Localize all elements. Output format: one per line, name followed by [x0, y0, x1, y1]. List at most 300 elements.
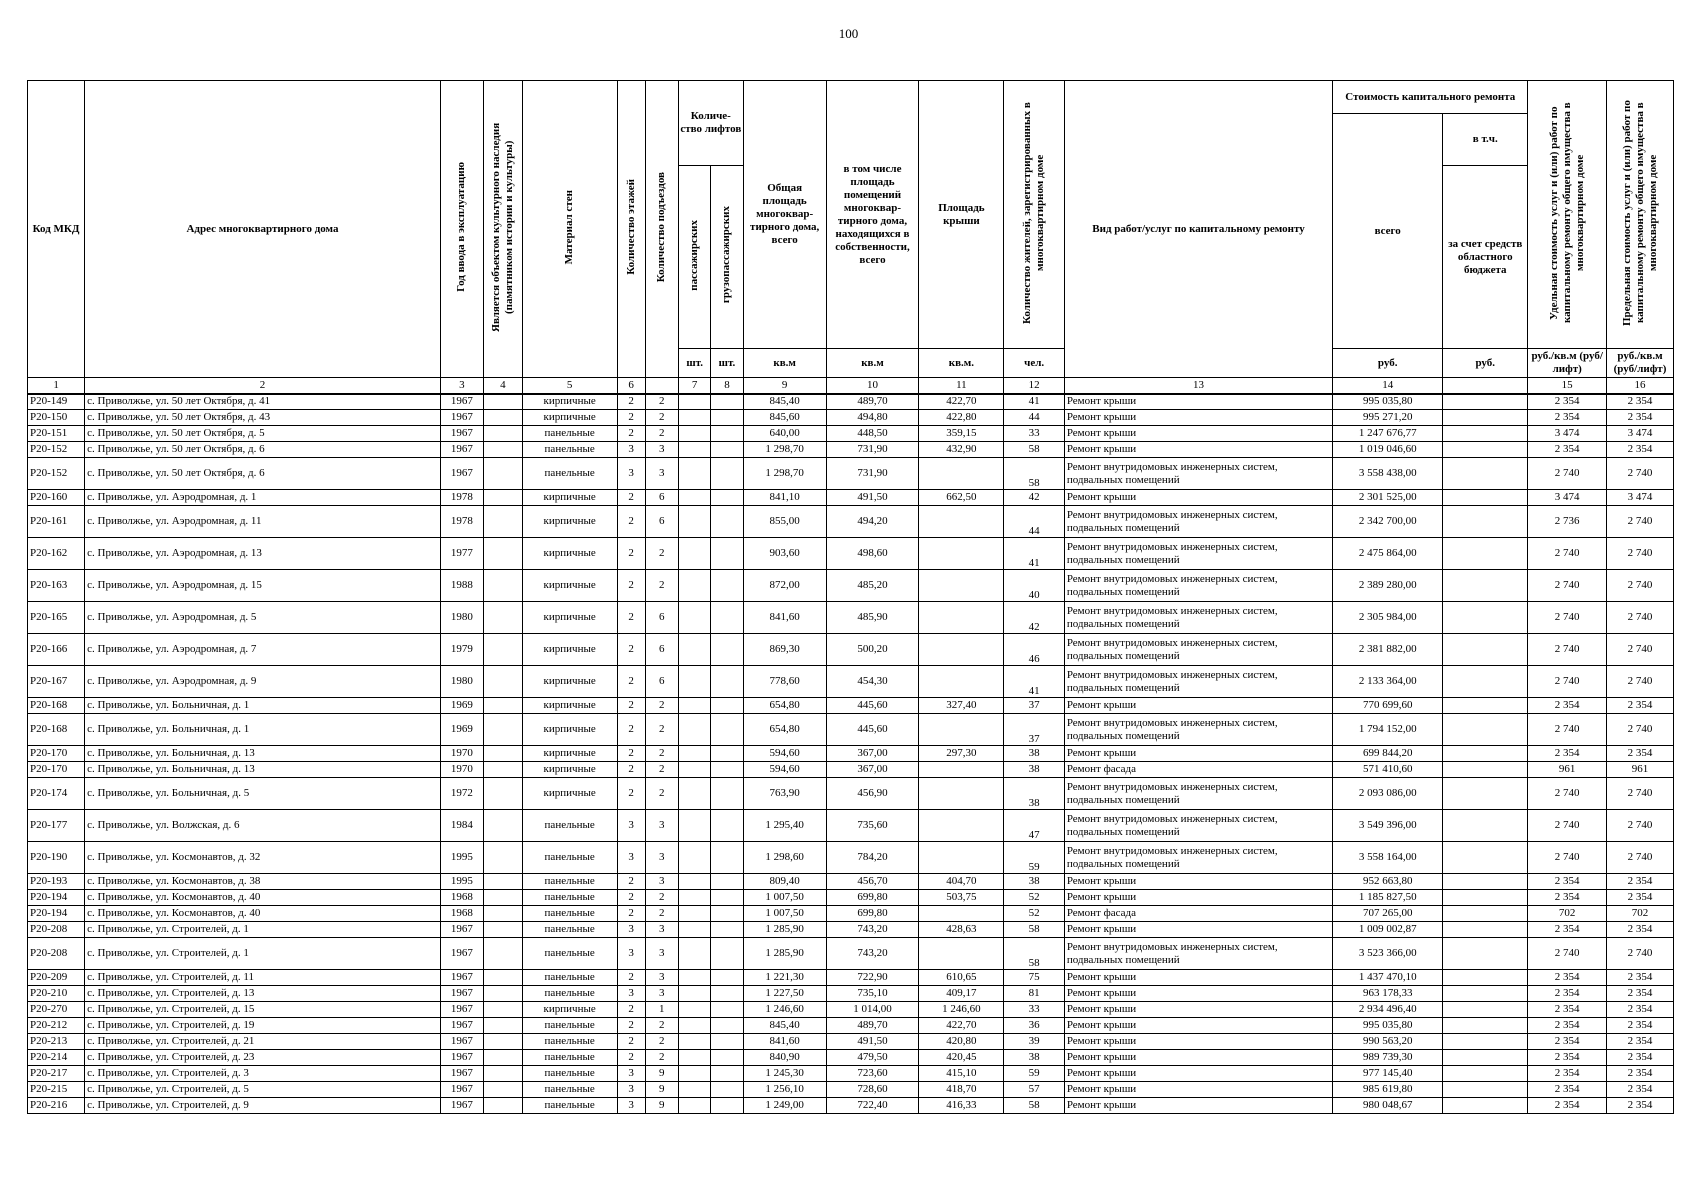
cell-max-cost: 2 740 — [1607, 506, 1674, 538]
cell-cost-total: 1 437 470,10 — [1333, 970, 1443, 986]
cell-floors: 2 — [617, 538, 645, 570]
cell-floors: 3 — [617, 442, 645, 458]
cell-owned-area: 454,30 — [826, 666, 919, 698]
cell-lifts-pass — [679, 1098, 711, 1114]
cell-max-cost: 2 354 — [1607, 410, 1674, 426]
cell-owned-area: 456,90 — [826, 778, 919, 810]
cell-cost-regional — [1443, 1002, 1528, 1018]
header-cost-total: всего — [1333, 114, 1443, 349]
cell-address: с. Приволжье, ул. Больничная, д. 1 — [85, 698, 441, 714]
cell-material: кирпичные — [522, 634, 617, 666]
cell-heritage — [483, 538, 522, 570]
cell-roof-area: 297,30 — [919, 746, 1004, 762]
cell-cost-total: 990 563,20 — [1333, 1034, 1443, 1050]
cell-max-cost: 2 354 — [1607, 890, 1674, 906]
cell-material: панельные — [522, 874, 617, 890]
cell-lifts-pass — [679, 762, 711, 778]
cell-owned-area: 445,60 — [826, 714, 919, 746]
cell-roof-area: 420,80 — [919, 1034, 1004, 1050]
cell-floors: 2 — [617, 1034, 645, 1050]
cell-work-type: Ремонт крыши — [1064, 922, 1332, 938]
cell-address: с. Приволжье, ул. Больничная, д. 5 — [85, 778, 441, 810]
cell-material: панельные — [522, 986, 617, 1002]
cell-lifts-pass — [679, 842, 711, 874]
cell-roof-area — [919, 906, 1004, 922]
header-cost-regional: за счет средств областного бюджета — [1443, 166, 1528, 349]
table-row — [28, 842, 1674, 874]
cell-owned-area: 485,20 — [826, 570, 919, 602]
cell-cost-regional — [1443, 442, 1528, 458]
cell-entrances: 6 — [645, 506, 678, 538]
cell-year: 1968 — [440, 890, 483, 906]
cell-total-area: 841,60 — [743, 1034, 826, 1050]
cell-entrances: 2 — [645, 410, 678, 426]
cell-cost-total: 1 009 002,87 — [1333, 922, 1443, 938]
cell-total-area: 845,40 — [743, 394, 826, 410]
cell-year: 1984 — [440, 810, 483, 842]
cell-lifts-cargo — [711, 746, 743, 762]
cell-work-type: Ремонт внутридомовых инженерных систем, подвальных помещений — [1064, 666, 1332, 698]
cell-max-cost: 702 — [1607, 906, 1674, 922]
cell-code: P20-212 — [28, 1018, 85, 1034]
table-row — [28, 1098, 1674, 1114]
cell-address: с. Приволжье, ул. Аэродромная, д. 9 — [85, 666, 441, 698]
cell-roof-area: 610,65 — [919, 970, 1004, 986]
cell-entrances: 3 — [645, 810, 678, 842]
cell-residents: 44 — [1004, 506, 1064, 538]
cell-heritage — [483, 746, 522, 762]
header-cost: Стоимость капитального ремонта — [1333, 81, 1528, 114]
cell-work-type: Ремонт крыши — [1064, 394, 1332, 410]
cell-lifts-pass — [679, 1018, 711, 1034]
cell-total-area: 1 298,70 — [743, 442, 826, 458]
cell-unit-cost: 2 740 — [1528, 714, 1607, 746]
cell-material: панельные — [522, 1066, 617, 1082]
cell-residents: 46 — [1004, 634, 1064, 666]
column-number: 10 — [826, 378, 919, 394]
table-row — [28, 1050, 1674, 1066]
cell-year: 1967 — [440, 442, 483, 458]
cell-unit-cost: 2 354 — [1528, 890, 1607, 906]
cell-code: P20-160 — [28, 490, 85, 506]
cell-heritage — [483, 458, 522, 490]
cell-year: 1967 — [440, 426, 483, 442]
cell-residents: 59 — [1004, 1066, 1064, 1082]
cell-roof-area: 422,80 — [919, 410, 1004, 426]
cell-max-cost: 2 740 — [1607, 714, 1674, 746]
cell-address: с. Приволжье, ул. Аэродромная, д. 15 — [85, 570, 441, 602]
cell-year: 1967 — [440, 1082, 483, 1098]
cell-unit-cost: 2 740 — [1528, 538, 1607, 570]
cell-year: 1995 — [440, 874, 483, 890]
cell-lifts-cargo — [711, 938, 743, 970]
cell-address: с. Приволжье, ул. 50 лет Октября, д. 6 — [85, 458, 441, 490]
cell-entrances: 3 — [645, 938, 678, 970]
cell-unit-cost: 2 354 — [1528, 394, 1607, 410]
cell-heritage — [483, 602, 522, 634]
cell-lifts-cargo — [711, 970, 743, 986]
cell-owned-area: 448,50 — [826, 426, 919, 442]
cell-cost-total: 952 663,80 — [1333, 874, 1443, 890]
cell-work-type: Ремонт внутридомовых инженерных систем, подвальных помещений — [1064, 506, 1332, 538]
cell-work-type: Ремонт крыши — [1064, 970, 1332, 986]
cell-entrances: 3 — [645, 874, 678, 890]
cell-lifts-cargo — [711, 762, 743, 778]
cell-max-cost: 2 354 — [1607, 986, 1674, 1002]
cell-material: кирпичные — [522, 570, 617, 602]
cell-year: 1979 — [440, 634, 483, 666]
table-row — [28, 1082, 1674, 1098]
header-residents: Количество жителей, зарегистрированных в многоквартирном доме — [1004, 81, 1064, 349]
cell-unit-cost: 2 354 — [1528, 1002, 1607, 1018]
cell-cost-total: 2 381 882,00 — [1333, 634, 1443, 666]
cell-address: с. Приволжье, ул. Волжская, д. 6 — [85, 810, 441, 842]
cell-lifts-pass — [679, 1002, 711, 1018]
column-number: 3 — [440, 378, 483, 394]
cell-cost-total: 2 305 984,00 — [1333, 602, 1443, 634]
cell-heritage — [483, 778, 522, 810]
cell-owned-area: 367,00 — [826, 746, 919, 762]
header-total-area: Общая площадь многоквар-тирного дома, всего — [743, 81, 826, 349]
cell-roof-area — [919, 842, 1004, 874]
cell-max-cost: 2 354 — [1607, 1082, 1674, 1098]
cell-year: 1969 — [440, 714, 483, 746]
cell-code: P20-194 — [28, 890, 85, 906]
cell-max-cost: 2 354 — [1607, 1034, 1674, 1050]
header-year: Год ввода в эксплуатацию — [440, 81, 483, 378]
cell-code: P20-214 — [28, 1050, 85, 1066]
cell-lifts-cargo — [711, 1082, 743, 1098]
cell-code: P20-215 — [28, 1082, 85, 1098]
column-number: 8 — [711, 378, 743, 394]
cell-floors: 2 — [617, 602, 645, 634]
cell-material: панельные — [522, 922, 617, 938]
cell-work-type: Ремонт внутридомовых инженерных систем, подвальных помещений — [1064, 938, 1332, 970]
cell-cost-total: 3 549 396,00 — [1333, 810, 1443, 842]
cell-address: с. Приволжье, ул. Строителей, д. 13 — [85, 986, 441, 1002]
cell-residents: 81 — [1004, 986, 1064, 1002]
cell-address: с. Приволжье, ул. 50 лет Октября, д. 6 — [85, 442, 441, 458]
cell-floors: 2 — [617, 970, 645, 986]
cell-heritage — [483, 922, 522, 938]
cell-total-area: 841,60 — [743, 602, 826, 634]
table-row — [28, 538, 1674, 570]
header-material: Материал стен — [522, 81, 617, 378]
table-row — [28, 938, 1674, 970]
column-number: 11 — [919, 378, 1004, 394]
cell-residents: 40 — [1004, 570, 1064, 602]
cell-cost-total: 2 342 700,00 — [1333, 506, 1443, 538]
cell-lifts-cargo — [711, 1002, 743, 1018]
cell-cost-total: 3 558 438,00 — [1333, 458, 1443, 490]
cell-roof-area: 662,50 — [919, 490, 1004, 506]
cell-lifts-pass — [679, 490, 711, 506]
cell-heritage — [483, 394, 522, 410]
cell-max-cost: 2 354 — [1607, 970, 1674, 986]
cell-total-area: 872,00 — [743, 570, 826, 602]
cell-roof-area: 404,70 — [919, 874, 1004, 890]
cell-heritage — [483, 1098, 522, 1114]
cell-cost-total: 2 301 525,00 — [1333, 490, 1443, 506]
cell-residents: 52 — [1004, 906, 1064, 922]
cell-owned-area: 699,80 — [826, 890, 919, 906]
cell-residents: 58 — [1004, 458, 1064, 490]
cell-floors: 2 — [617, 394, 645, 410]
cell-heritage — [483, 1082, 522, 1098]
cell-year: 1978 — [440, 490, 483, 506]
cell-roof-area — [919, 810, 1004, 842]
cell-heritage — [483, 698, 522, 714]
cell-code: P20-161 — [28, 506, 85, 538]
column-number: 15 — [1528, 378, 1607, 394]
unit-lifts-pass: шт. — [679, 349, 711, 378]
cell-work-type: Ремонт крыши — [1064, 986, 1332, 1002]
cell-year: 1967 — [440, 1034, 483, 1050]
cell-address: с. Приволжье, ул. Аэродромная, д. 11 — [85, 506, 441, 538]
cell-work-type: Ремонт фасада — [1064, 762, 1332, 778]
cell-entrances: 2 — [645, 906, 678, 922]
cell-floors: 2 — [617, 778, 645, 810]
cell-year: 1967 — [440, 410, 483, 426]
cell-work-type: Ремонт крыши — [1064, 426, 1332, 442]
cell-max-cost: 2 740 — [1607, 458, 1674, 490]
cell-cost-regional — [1443, 570, 1528, 602]
cell-lifts-cargo — [711, 570, 743, 602]
cell-total-area: 1 245,30 — [743, 1066, 826, 1082]
cell-max-cost: 2 354 — [1607, 746, 1674, 762]
cell-heritage — [483, 1034, 522, 1050]
cell-total-area: 841,10 — [743, 490, 826, 506]
cell-lifts-cargo — [711, 426, 743, 442]
cell-residents: 58 — [1004, 938, 1064, 970]
cell-lifts-cargo — [711, 410, 743, 426]
table-row — [28, 426, 1674, 442]
cell-owned-area: 728,60 — [826, 1082, 919, 1098]
cell-address: с. Приволжье, ул. Аэродромная, д. 7 — [85, 634, 441, 666]
cell-roof-area: 409,17 — [919, 986, 1004, 1002]
cell-code: P20-213 — [28, 1034, 85, 1050]
cell-total-area: 1 227,50 — [743, 986, 826, 1002]
cell-year: 1972 — [440, 778, 483, 810]
cell-residents: 33 — [1004, 426, 1064, 442]
cell-entrances: 3 — [645, 986, 678, 1002]
cell-roof-area: 418,70 — [919, 1082, 1004, 1098]
cell-max-cost: 2 740 — [1607, 634, 1674, 666]
cell-heritage — [483, 906, 522, 922]
cell-owned-area: 500,20 — [826, 634, 919, 666]
cell-entrances: 6 — [645, 634, 678, 666]
cell-cost-total: 1 247 676,77 — [1333, 426, 1443, 442]
column-number: 2 — [85, 378, 441, 394]
cell-address: с. Приволжье, ул. Строителей, д. 19 — [85, 1018, 441, 1034]
cell-cost-total: 995 035,80 — [1333, 1018, 1443, 1034]
cell-lifts-cargo — [711, 906, 743, 922]
cell-year: 1967 — [440, 938, 483, 970]
cell-year: 1967 — [440, 1050, 483, 1066]
cell-owned-area: 731,90 — [826, 442, 919, 458]
cell-work-type: Ремонт внутридомовых инженерных систем, подвальных помещений — [1064, 634, 1332, 666]
cell-floors: 2 — [617, 634, 645, 666]
cell-lifts-pass — [679, 890, 711, 906]
cell-floors: 3 — [617, 986, 645, 1002]
cell-roof-area: 428,63 — [919, 922, 1004, 938]
cell-residents: 58 — [1004, 922, 1064, 938]
cell-lifts-cargo — [711, 666, 743, 698]
cell-residents: 41 — [1004, 394, 1064, 410]
cell-lifts-pass — [679, 394, 711, 410]
cell-address: с. Приволжье, ул. 50 лет Октября, д. 41 — [85, 394, 441, 410]
cell-work-type: Ремонт крыши — [1064, 442, 1332, 458]
cell-material: кирпичные — [522, 698, 617, 714]
cell-year: 1967 — [440, 1066, 483, 1082]
cell-heritage — [483, 874, 522, 890]
cell-floors: 2 — [617, 490, 645, 506]
cell-work-type: Ремонт крыши — [1064, 746, 1332, 762]
cell-cost-total: 1 019 046,60 — [1333, 442, 1443, 458]
cell-work-type: Ремонт крыши — [1064, 1082, 1332, 1098]
cell-entrances: 6 — [645, 602, 678, 634]
cell-unit-cost: 2 740 — [1528, 602, 1607, 634]
cell-material: панельные — [522, 938, 617, 970]
cell-heritage — [483, 570, 522, 602]
cell-unit-cost: 2 354 — [1528, 922, 1607, 938]
cell-lifts-cargo — [711, 986, 743, 1002]
cell-roof-area: 359,15 — [919, 426, 1004, 442]
cell-owned-area: 699,80 — [826, 906, 919, 922]
column-number: 9 — [743, 378, 826, 394]
cell-cost-regional — [1443, 410, 1528, 426]
cell-owned-area: 445,60 — [826, 698, 919, 714]
cell-heritage — [483, 442, 522, 458]
table-body — [28, 394, 1674, 1114]
cell-floors: 2 — [617, 570, 645, 602]
cell-residents: 38 — [1004, 746, 1064, 762]
cell-work-type: Ремонт крыши — [1064, 1034, 1332, 1050]
cell-heritage — [483, 842, 522, 874]
cell-entrances: 2 — [645, 698, 678, 714]
cell-work-type: Ремонт внутридомовых инженерных систем, подвальных помещений — [1064, 778, 1332, 810]
cell-address: с. Приволжье, ул. 50 лет Октября, д. 43 — [85, 410, 441, 426]
cell-lifts-pass — [679, 778, 711, 810]
cell-owned-area: 784,20 — [826, 842, 919, 874]
cell-roof-area — [919, 666, 1004, 698]
cell-total-area: 763,90 — [743, 778, 826, 810]
cell-entrances: 1 — [645, 1002, 678, 1018]
cell-work-type: Ремонт внутридомовых инженерных систем, подвальных помещений — [1064, 714, 1332, 746]
cell-unit-cost: 2 354 — [1528, 698, 1607, 714]
cell-cost-total: 963 178,33 — [1333, 986, 1443, 1002]
unit-unit-cost: руб./кв.м (руб/лифт) — [1528, 349, 1607, 378]
table-row — [28, 634, 1674, 666]
cell-lifts-pass — [679, 714, 711, 746]
cell-year: 1967 — [440, 970, 483, 986]
cell-work-type: Ремонт фасада — [1064, 906, 1332, 922]
cell-material: панельные — [522, 458, 617, 490]
cell-code: P20-210 — [28, 986, 85, 1002]
cell-roof-area: 416,33 — [919, 1098, 1004, 1114]
column-number — [1443, 378, 1528, 394]
cell-lifts-cargo — [711, 810, 743, 842]
cell-heritage — [483, 714, 522, 746]
cell-cost-total: 3 558 164,00 — [1333, 842, 1443, 874]
cell-lifts-pass — [679, 1082, 711, 1098]
cell-cost-total: 707 265,00 — [1333, 906, 1443, 922]
table-row — [28, 394, 1674, 410]
table-row — [28, 506, 1674, 538]
cell-heritage — [483, 1002, 522, 1018]
cell-material: панельные — [522, 1050, 617, 1066]
table-row — [28, 1066, 1674, 1082]
cell-unit-cost: 2 354 — [1528, 442, 1607, 458]
cell-max-cost: 2 354 — [1607, 442, 1674, 458]
cell-total-area: 1 249,00 — [743, 1098, 826, 1114]
capital-repair-table — [27, 80, 1674, 1114]
header-code: Код МКД — [28, 81, 85, 378]
cell-cost-regional — [1443, 490, 1528, 506]
cell-lifts-pass — [679, 410, 711, 426]
cell-year: 1970 — [440, 746, 483, 762]
cell-floors: 2 — [617, 762, 645, 778]
cell-cost-total: 1 185 827,50 — [1333, 890, 1443, 906]
cell-cost-regional — [1443, 698, 1528, 714]
cell-max-cost: 2 354 — [1607, 1066, 1674, 1082]
cell-roof-area: 422,70 — [919, 394, 1004, 410]
cell-address: с. Приволжье, ул. Больничная, д. 1 — [85, 714, 441, 746]
cell-material: кирпичные — [522, 394, 617, 410]
cell-owned-area: 735,60 — [826, 810, 919, 842]
table-row — [28, 810, 1674, 842]
cell-year: 1980 — [440, 602, 483, 634]
cell-entrances: 9 — [645, 1066, 678, 1082]
cell-cost-regional — [1443, 394, 1528, 410]
cell-address: с. Приволжье, ул. Аэродромная, д. 5 — [85, 602, 441, 634]
cell-cost-regional — [1443, 538, 1528, 570]
cell-unit-cost: 2 740 — [1528, 778, 1607, 810]
cell-owned-area: 494,80 — [826, 410, 919, 426]
header-entrances: Количество подъездов — [645, 81, 678, 378]
cell-material: кирпичные — [522, 410, 617, 426]
cell-floors: 2 — [617, 698, 645, 714]
cell-work-type: Ремонт внутридомовых инженерных систем, подвальных помещений — [1064, 458, 1332, 490]
table-row — [28, 458, 1674, 490]
header-cost-incl: в т.ч. — [1443, 114, 1528, 166]
cell-material: кирпичные — [522, 490, 617, 506]
cell-cost-regional — [1443, 458, 1528, 490]
cell-lifts-cargo — [711, 1050, 743, 1066]
table-row — [28, 746, 1674, 762]
cell-lifts-pass — [679, 538, 711, 570]
cell-code: P20-168 — [28, 698, 85, 714]
cell-roof-area — [919, 538, 1004, 570]
header-roof-area: Площадь крыши — [919, 81, 1004, 349]
cell-material: панельные — [522, 810, 617, 842]
cell-unit-cost: 2 740 — [1528, 570, 1607, 602]
cell-cost-regional — [1443, 1018, 1528, 1034]
table-row — [28, 570, 1674, 602]
cell-code: P20-217 — [28, 1066, 85, 1082]
cell-cost-total: 995 271,20 — [1333, 410, 1443, 426]
cell-entrances: 2 — [645, 762, 678, 778]
cell-work-type: Ремонт крыши — [1064, 410, 1332, 426]
cell-floors: 3 — [617, 1098, 645, 1114]
cell-owned-area: 735,10 — [826, 986, 919, 1002]
cell-max-cost: 2 740 — [1607, 570, 1674, 602]
cell-owned-area: 743,20 — [826, 938, 919, 970]
cell-roof-area — [919, 570, 1004, 602]
cell-work-type: Ремонт крыши — [1064, 890, 1332, 906]
cell-total-area: 1 256,10 — [743, 1082, 826, 1098]
cell-code: P20-167 — [28, 666, 85, 698]
